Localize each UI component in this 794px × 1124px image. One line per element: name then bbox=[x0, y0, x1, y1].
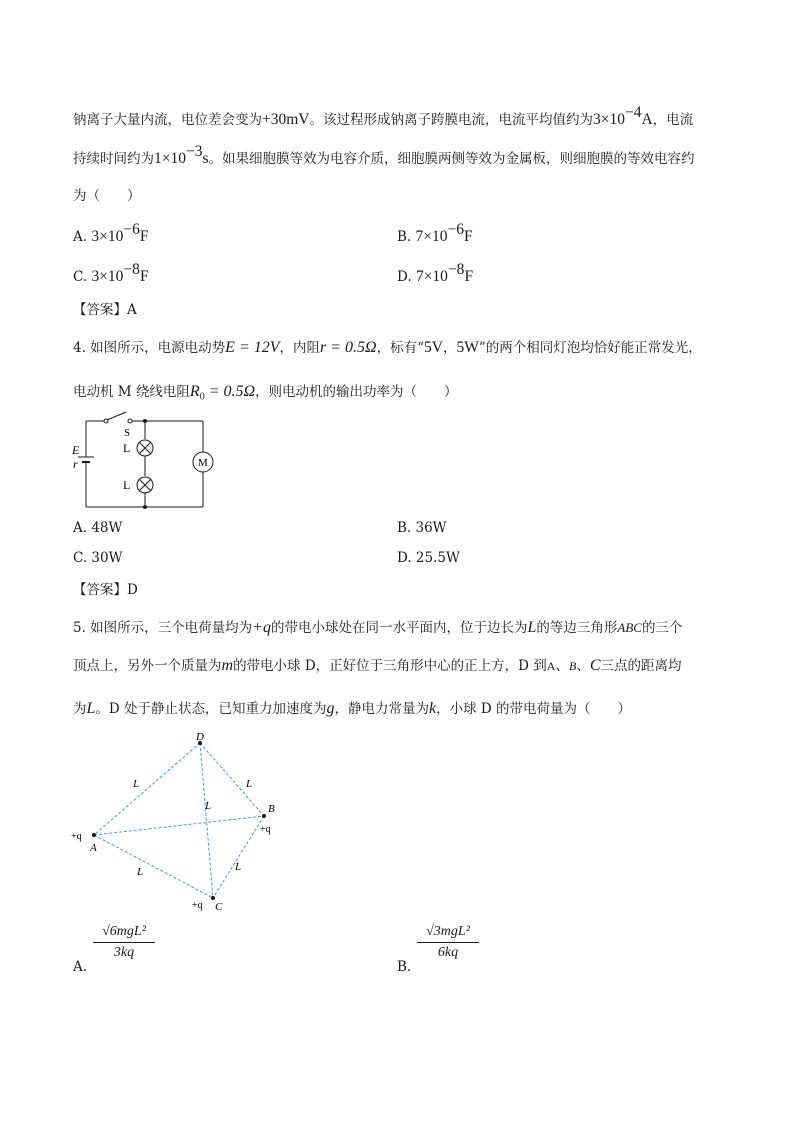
q4-stem-line-2: 电动机 M 绕线电阻$R_0 = 0.5\Omega$，则电动机的输出功率为（ ） bbox=[73, 383, 458, 403]
point-A bbox=[92, 833, 96, 837]
edge-AB bbox=[94, 816, 264, 835]
lamp-2-label: L bbox=[123, 478, 131, 492]
edge-DC bbox=[200, 743, 213, 898]
label-C: C bbox=[215, 901, 223, 913]
q3-stem-line-1: 钠离子大量内流，电位差会变为+30mV。该过程形成钠离子跨膜电流，电流平均值约为$3\times 10^{-4}A$，电流 bbox=[73, 104, 694, 128]
q5-stem-line-2: 顶点上，另外一个质量为m的带电小球 D，正好位于三角形中心的正上方，D 到A、B、C三点的距离均 bbox=[73, 657, 682, 674]
q5-option-b-fraction: √3mgL² 6kq bbox=[417, 923, 479, 962]
switch-blade bbox=[107, 412, 126, 420]
q5-stem-line-3: 为L。D 处于静止状态，已知重力加速度为g，静电力常量为k，小球 D 的带电荷量为（ ） bbox=[73, 700, 632, 717]
q3-stem-line-2: 持续时间约为$1\times 10^{-3}s$。如果细胞膜等效为电容介质，细胞膜两侧等效为金属板，则细胞膜的等效电容约 bbox=[73, 143, 695, 167]
internal-resistance-label: r bbox=[73, 457, 78, 471]
q4-stem-line-1: 4. 如图所示，电源电动势E = 12V，内阻r = 0.5Ω，标有“5V，5W”的两个相同灯泡均恰好能正常发光， bbox=[73, 339, 702, 356]
q3-option-b: B. $7\times 10^{-6}F$ bbox=[397, 221, 473, 245]
edge-BC bbox=[213, 816, 264, 898]
charge-label-A: +q bbox=[71, 831, 82, 842]
label-A: A bbox=[90, 842, 97, 854]
label-D: D bbox=[196, 731, 204, 743]
q5-option-a-label: A. bbox=[73, 959, 88, 975]
q4-answer: 【答案】D bbox=[73, 582, 138, 598]
emf-label: E bbox=[72, 443, 80, 457]
q3-answer: 【答案】A bbox=[73, 302, 137, 318]
motor-label: M bbox=[198, 457, 208, 469]
q4-option-c: C. 30W bbox=[73, 550, 123, 566]
q4-circuit-diagram bbox=[68, 406, 218, 514]
q3-option-a: A. $3\times 10^{-6}F$ bbox=[73, 221, 149, 245]
q3-option-d: D. $7\times 10^{-8}F$ bbox=[397, 261, 474, 285]
point-B bbox=[262, 814, 266, 818]
label-L-DB: L bbox=[246, 778, 253, 790]
q4-option-d: D. 25.5W bbox=[397, 550, 460, 566]
q4-option-b: B. 36W bbox=[397, 520, 447, 536]
q5-tetrahedron-figure bbox=[68, 728, 303, 915]
q5-option-b-label: B. bbox=[397, 959, 412, 975]
edge-DA bbox=[94, 743, 200, 835]
point-C bbox=[211, 896, 215, 900]
lamp-1-label: L bbox=[123, 441, 131, 455]
switch-contact-right bbox=[128, 419, 132, 423]
q3-option-c: C. $3\times 10^{-8}F$ bbox=[73, 261, 149, 285]
q5-option-a-fraction: √6mgL² 3kq bbox=[93, 923, 155, 962]
charge-label-C: +q bbox=[192, 900, 203, 911]
label-L-BC: L bbox=[235, 861, 242, 873]
label-L-DA: L bbox=[133, 778, 140, 790]
label-L-AC: L bbox=[137, 866, 144, 878]
q4-option-a: A. 48W bbox=[73, 520, 123, 536]
switch-label: S bbox=[124, 427, 131, 439]
q3-stem-line-3: 为（ ） bbox=[73, 188, 141, 204]
label-L-DC: L bbox=[205, 800, 212, 812]
label-B: B bbox=[268, 803, 275, 815]
edge-AC bbox=[94, 835, 213, 898]
charge-label-B: +q bbox=[260, 824, 271, 835]
q5-stem-line-1: 5. 如图所示，三个电荷量均为+q的带电小球处在同一水平面内，位于边长为L的等边三角形ABC的三个 bbox=[73, 619, 683, 636]
